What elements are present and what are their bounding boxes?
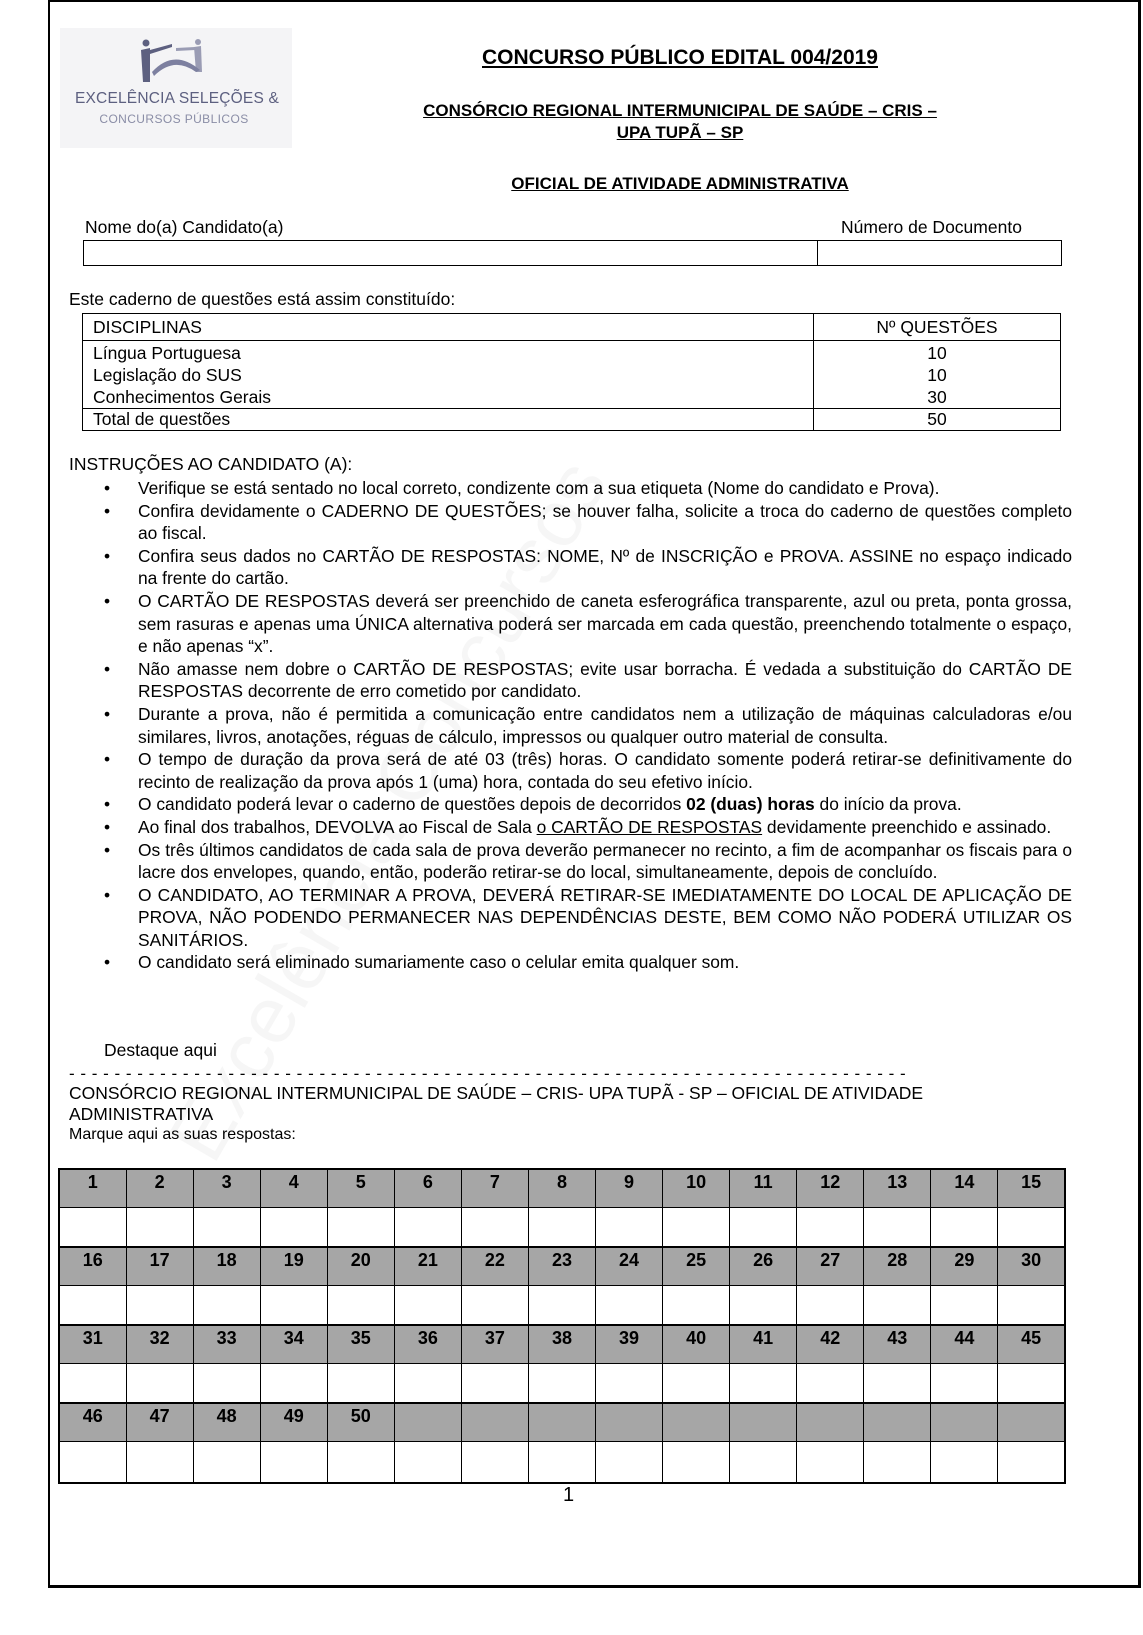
answer-cell[interactable] <box>193 1363 260 1403</box>
bullet-icon: • <box>104 590 111 611</box>
disciplines-table <box>82 313 1061 431</box>
question-number-cell: 31 <box>59 1325 126 1363</box>
question-number-cell <box>394 1403 461 1441</box>
exam-title: CONCURSO PÚBLICO EDITAL 004/2019 <box>482 46 878 69</box>
instruction-item: • Ao final dos trabalhos, DEVOLVA ao Fiscal de Sala o CARTÃO DE RESPOSTAS devidamente preenchido e assinado. <box>104 816 1052 837</box>
question-number-cell: 22 <box>461 1247 528 1285</box>
question-number-cell: 19 <box>260 1247 327 1285</box>
question-number-row <box>59 1169 1065 1207</box>
answer-cell[interactable] <box>931 1441 998 1483</box>
instruction-item: • Confira seus dados no CARTÃO DE RESPOSTAS: NOME, Nº de INSCRIÇÃO e PROVA. ASSINE no espaço indicado na frente do cartão. <box>104 545 1072 589</box>
answer-cell[interactable] <box>797 1363 864 1403</box>
question-number-cell: 1 <box>59 1169 126 1207</box>
candidate-name-field[interactable] <box>84 241 818 265</box>
question-number-cell: 37 <box>461 1325 528 1363</box>
table-total-row <box>83 408 1060 430</box>
instruction-item: • Não amasse nem dobre o CARTÃO DE RESPOSTAS; evite usar borracha. É vedada a substituição do CARTÃO DE RESPOSTAS decorrente de erro cometido por candidato. <box>104 658 1072 702</box>
answer-row <box>59 1285 1065 1325</box>
answer-cell[interactable] <box>126 1285 193 1325</box>
answer-cell[interactable] <box>528 1441 595 1483</box>
answer-cell[interactable] <box>193 1441 260 1483</box>
bullet-icon: • <box>104 500 111 521</box>
bullet-icon: • <box>104 658 111 679</box>
question-number-cell: 26 <box>730 1247 797 1285</box>
answer-cell[interactable] <box>260 1363 327 1403</box>
question-number-row <box>59 1325 1065 1363</box>
answer-cell[interactable] <box>730 1441 797 1483</box>
answer-cell[interactable] <box>193 1207 260 1247</box>
bullet-icon: • <box>104 816 111 837</box>
instruction-item: • Verifique se está sentado no local correto, condizente com a sua etiqueta (Nome do candidato e Prova). <box>104 478 940 498</box>
question-number-cell: 9 <box>596 1169 663 1207</box>
answer-cell[interactable] <box>998 1363 1065 1403</box>
answer-cell[interactable] <box>596 1441 663 1483</box>
page-number: 1 <box>563 1484 575 1506</box>
instructions-list <box>104 477 1072 974</box>
question-number-cell: 25 <box>663 1247 730 1285</box>
stub-title: CONSÓRCIO REGIONAL INTERMUNICIPAL DE SAÚDE – CRIS- UPA TUPÃ - SP – OFICIAL DE ATIVIDADE ADMINISTRATIVA <box>69 1083 924 1124</box>
answer-cell[interactable] <box>260 1207 327 1247</box>
question-number-cell: 20 <box>327 1247 394 1285</box>
emphasis-answer-card: o CARTÃO DE RESPOSTAS <box>536 816 763 837</box>
question-number-cell: 30 <box>998 1247 1065 1285</box>
question-number-cell <box>461 1403 528 1441</box>
instruction-item: • O candidato será eliminado sumariamente caso o celular emita qualquer som. <box>104 952 740 973</box>
answer-cell[interactable] <box>528 1285 595 1325</box>
answer-cell[interactable] <box>663 1363 730 1403</box>
question-number-cell <box>864 1403 931 1441</box>
company-logo <box>60 28 292 148</box>
emphasis-duration: 02 (duas) horas <box>686 794 815 815</box>
answer-cell[interactable] <box>394 1207 461 1247</box>
bullet-icon: • <box>104 703 111 724</box>
discipline-count: 10 <box>927 365 947 385</box>
bullet-icon: • <box>104 478 111 498</box>
answer-cell[interactable] <box>394 1285 461 1325</box>
answer-cell[interactable] <box>193 1285 260 1325</box>
logo-text-line2: CONCURSOS PÚBLICOS <box>99 112 249 126</box>
instruction-item: • Os três últimos candidatos de cada sala de prova deverão permanecer no recinto, a fim de acompanhar os fiscais para o lacre dos envelopes, quando, então, poderão retirar-se do local, simultaneamente, depois de concluído. <box>104 839 1072 883</box>
organization-title <box>300 100 1060 144</box>
discipline-count: 30 <box>927 387 947 407</box>
cut-line: - - - - - - - - - - - - - - - - - - - - - - - - - - - - - - - - - - - - - - - - - - - - - - - - - - - - - - - - - - - - - - - - - - - - - - - - - - <box>69 1064 907 1083</box>
question-number-cell: 14 <box>931 1169 998 1207</box>
bullet-icon: • <box>104 884 111 905</box>
discipline-name: Conhecimentos Gerais <box>93 387 271 407</box>
question-number-cell: 2 <box>126 1169 193 1207</box>
header-question-count: Nº QUESTÕES <box>876 317 998 337</box>
answer-cell[interactable] <box>59 1207 126 1247</box>
question-number-cell: 42 <box>797 1325 864 1363</box>
question-number-cell: 35 <box>327 1325 394 1363</box>
question-number-cell: 28 <box>864 1247 931 1285</box>
table-header-row <box>83 314 1060 341</box>
question-number-cell: 49 <box>260 1403 327 1441</box>
answer-cell[interactable] <box>931 1285 998 1325</box>
answer-cell[interactable] <box>998 1285 1065 1325</box>
question-number-cell: 23 <box>528 1247 595 1285</box>
question-number-cell: 34 <box>260 1325 327 1363</box>
question-number-cell: 7 <box>461 1169 528 1207</box>
instruction-item: • O CARTÃO DE RESPOSTAS deverá ser preenchido de caneta esferográfica transparente, azul ou preta, ponta grossa, sem rasuras e apenas uma ÚNICA alternativa poderá ser marcada em cada questão, preenchendo totalmente o espaço, e não apenas “x”. <box>104 590 1072 657</box>
instruction-item: • O tempo de duração da prova será de até 03 (três) horas. O candidato somente poderá retirar-se definitivamente do recinto de realização da prova após 1 (uma) hora, contada do seu efetivo início. <box>104 749 1072 792</box>
question-number-cell <box>797 1403 864 1441</box>
question-number-cell: 10 <box>663 1169 730 1207</box>
logo-text-line1: EXCELÊNCIA SELEÇÕES & <box>74 90 280 107</box>
question-number-cell: 6 <box>394 1169 461 1207</box>
question-number-cell <box>730 1403 797 1441</box>
answer-cell[interactable] <box>126 1363 193 1403</box>
answer-cell[interactable] <box>864 1363 931 1403</box>
answer-cell[interactable] <box>327 1285 394 1325</box>
header-disciplines: DISCIPLINAS <box>83 314 814 340</box>
question-number-cell: 32 <box>126 1325 193 1363</box>
bullet-icon: • <box>104 794 111 815</box>
question-number-cell: 11 <box>730 1169 797 1207</box>
question-number-cell: 36 <box>394 1325 461 1363</box>
answer-row <box>59 1207 1065 1247</box>
question-number-cell: 5 <box>327 1169 394 1207</box>
stub-instructions: Marque aqui as suas respostas: <box>69 1126 296 1143</box>
document-number-label: Número de Documento <box>841 217 1022 237</box>
answer-cell[interactable] <box>596 1363 663 1403</box>
question-number-row <box>59 1403 1065 1441</box>
answer-cell[interactable] <box>998 1441 1065 1483</box>
question-number-cell: 41 <box>730 1325 797 1363</box>
question-number-cell: 45 <box>998 1325 1065 1363</box>
answer-cell[interactable] <box>663 1285 730 1325</box>
answer-cell[interactable] <box>327 1441 394 1483</box>
answer-cell[interactable] <box>797 1285 864 1325</box>
question-number-cell: 38 <box>528 1325 595 1363</box>
composition-intro: Este caderno de questões está assim constituído: <box>69 289 456 309</box>
organization-line2: UPA TUPÃ – SP <box>616 123 744 142</box>
answer-cell[interactable] <box>461 1363 528 1403</box>
discipline-name: Língua Portuguesa <box>93 343 241 363</box>
question-number-cell: 4 <box>260 1169 327 1207</box>
answer-cell[interactable] <box>461 1207 528 1247</box>
answer-cell[interactable] <box>797 1441 864 1483</box>
question-number-cell <box>528 1403 595 1441</box>
answer-cell[interactable] <box>327 1363 394 1403</box>
answer-cell[interactable] <box>931 1363 998 1403</box>
bullet-icon: • <box>104 749 111 770</box>
question-number-cell: 16 <box>59 1247 126 1285</box>
question-number-cell: 33 <box>193 1325 260 1363</box>
question-number-cell: 39 <box>596 1325 663 1363</box>
answer-cell[interactable] <box>596 1285 663 1325</box>
answer-cell[interactable] <box>59 1363 126 1403</box>
instructions-title: INSTRUÇÕES AO CANDIDATO (A): <box>69 454 353 474</box>
instruction-item: • O CANDIDATO, AO TERMINAR A PROVA, DEVERÁ RETIRAR-SE IMEDIATAMENTE DO LOCAL DE APLICAÇÃO DE PROVA, NÃO PODENDO PERMANECER NAS DEPENDÊNCIAS DESTE, BEM COMO NÃO PODERÁ UTILIZAR OS SANITÁRIOS. <box>104 884 1072 950</box>
answer-cell[interactable] <box>327 1207 394 1247</box>
answer-cell[interactable] <box>998 1207 1065 1247</box>
answer-cell[interactable] <box>730 1363 797 1403</box>
answer-cell[interactable] <box>461 1285 528 1325</box>
bullet-icon: • <box>104 545 111 566</box>
answer-cell[interactable] <box>528 1207 595 1247</box>
answer-cell[interactable] <box>394 1363 461 1403</box>
candidate-name-label: Nome do(a) Candidato(a) <box>85 217 284 237</box>
instruction-item: • Confira devidamente o CADERNO DE QUESTÕES; se houver falha, solicite a troca do caderno de questões completo ao fiscal. <box>104 500 1072 544</box>
organization-line1: CONSÓRCIO REGIONAL INTERMUNICIPAL DE SAÚDE – CRIS – <box>423 101 937 120</box>
question-number-row <box>59 1247 1065 1285</box>
question-number-cell: 29 <box>931 1247 998 1285</box>
position-title: OFICIAL DE ATIVIDADE ADMINISTRATIVA <box>511 174 849 193</box>
answer-cell[interactable] <box>864 1285 931 1325</box>
question-number-cell: 47 <box>126 1403 193 1441</box>
candidate-info-box <box>83 240 1062 266</box>
total-count: 50 <box>927 409 947 429</box>
answer-cell[interactable] <box>864 1441 931 1483</box>
instruction-item: • Durante a prova, não é permitida a comunicação entre candidatos nem a utilização de máquinas calculadoras e/ou similares, livros, anotações, réguas de cálculo, impressos ou qualquer outro material de consulta. <box>104 703 1072 747</box>
question-number-cell: 27 <box>797 1247 864 1285</box>
instruction-item: • O candidato poderá levar o caderno de questões depois de decorridos 02 (duas) horas do início da prova. <box>104 794 962 815</box>
two-figures-bridge-logo-icon <box>138 38 218 88</box>
question-number-cell: 46 <box>59 1403 126 1441</box>
answer-cell[interactable] <box>663 1207 730 1247</box>
question-number-cell: 44 <box>931 1325 998 1363</box>
question-number-cell: 21 <box>394 1247 461 1285</box>
answer-row <box>59 1441 1065 1483</box>
answer-cell[interactable] <box>528 1363 595 1403</box>
answer-cell[interactable] <box>126 1207 193 1247</box>
answer-cell[interactable] <box>663 1441 730 1483</box>
answer-grid <box>58 1168 1066 1484</box>
answer-cell[interactable] <box>126 1441 193 1483</box>
question-number-cell <box>596 1403 663 1441</box>
answer-cell[interactable] <box>260 1441 327 1483</box>
question-number-cell: 12 <box>797 1169 864 1207</box>
answer-cell[interactable] <box>730 1285 797 1325</box>
answer-cell[interactable] <box>394 1441 461 1483</box>
question-number-cell <box>998 1403 1065 1441</box>
question-number-cell <box>663 1403 730 1441</box>
question-number-cell: 48 <box>193 1403 260 1441</box>
question-number-cell: 3 <box>193 1169 260 1207</box>
bullet-icon: • <box>104 839 111 860</box>
question-number-cell: 24 <box>596 1247 663 1285</box>
answer-cell[interactable] <box>864 1207 931 1247</box>
question-number-cell: 50 <box>327 1403 394 1441</box>
question-number-cell: 8 <box>528 1169 595 1207</box>
answer-cell[interactable] <box>59 1441 126 1483</box>
answer-cell[interactable] <box>461 1441 528 1483</box>
discipline-count: 10 <box>927 343 947 363</box>
question-number-cell <box>931 1403 998 1441</box>
question-number-cell: 18 <box>193 1247 260 1285</box>
discipline-name: Legislação do SUS <box>93 365 242 385</box>
bullet-icon: • <box>104 952 111 973</box>
answer-cell[interactable] <box>59 1285 126 1325</box>
question-number-cell: 15 <box>998 1169 1065 1207</box>
total-label: Total de questões <box>83 409 814 430</box>
answer-cell[interactable] <box>596 1207 663 1247</box>
answer-cell[interactable] <box>797 1207 864 1247</box>
table-body <box>83 341 1060 408</box>
question-number-cell: 43 <box>864 1325 931 1363</box>
question-number-cell: 17 <box>126 1247 193 1285</box>
document-number-field[interactable] <box>818 241 1061 265</box>
cut-here-label: Destaque aqui <box>104 1040 217 1060</box>
question-number-cell: 13 <box>864 1169 931 1207</box>
answer-row <box>59 1363 1065 1403</box>
answer-cell[interactable] <box>730 1207 797 1247</box>
question-number-cell: 40 <box>663 1325 730 1363</box>
answer-cell[interactable] <box>260 1285 327 1325</box>
answer-cell[interactable] <box>931 1207 998 1247</box>
